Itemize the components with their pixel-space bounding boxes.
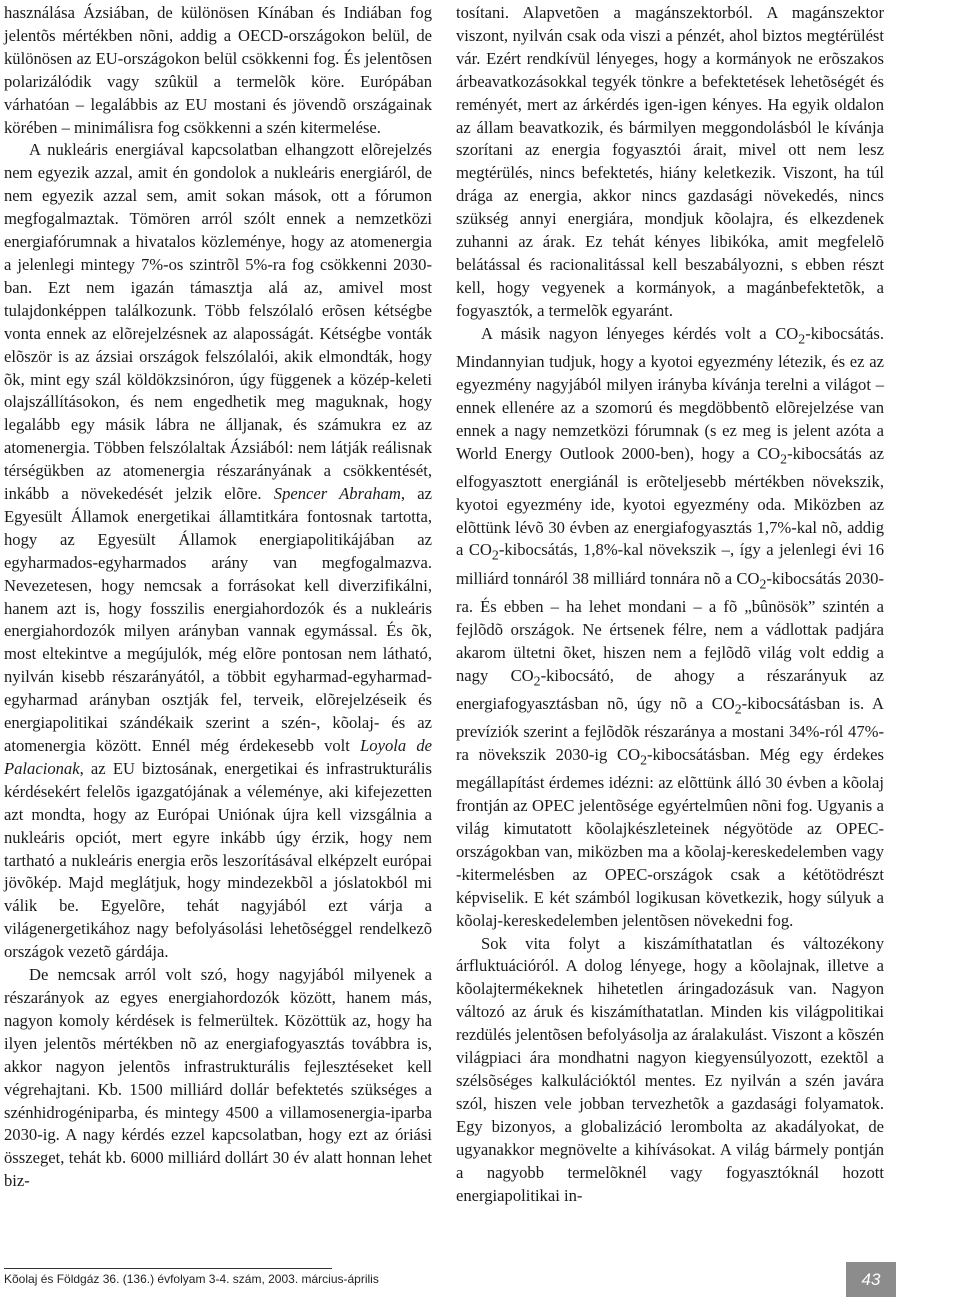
subscript: 2 [640,752,647,768]
paragraph: Sok vita folyt a kiszámíthatatlan és változékony árfluktuációról. A dolog lényege, hogy a kõolajnak, illetve a kõolajtermékeknek hihetetlen áringadozásuk van. Nagyon változó az áruk és kiszámíthatatlan. Minden kis világpolitikai rezdülés jelentõsen befolyásolja az áralakulást. Viszont a kõszén világpiaci ára mondhatni nagyon kiegyensúlyozott, ezektõl a szélsõséges kalkulációktól mentes. Ez nyilván a szén javára szól, hiszen vele jobban tervezhetõk a gazdasági folyamatok. Egy bizonyos, a globalizáció lerombolta az akadályokat, de ugyanakkor megnövelte a kihívásokat. A világ bármely pontján a nagyobb termelõknél vagy fogyasztóknál hozott energiapolitikai in- [456,933,884,1205]
subscript: 2 [780,450,788,466]
subscript: 2 [798,331,806,346]
paragraph-text: , az EU biztosának, energetikai és infrastrukturális kérdésekért felelõs igazgatójának a véleménye, aki kifejezetten azt mondta, hogy az Európai Uniónak újra kell vizsgálnia a nukleáris opciót, mert egyre inkább úgy érzik, hogy nem tartható a nukleáris energia erõs leszorításával elképzelt európai jövõkép. Majd meglátjuk, hogy mindezekbõl a jóslatokból mi válik be. Egyelõre, tehát nagyjából ezt várja a világenergetikához nagy befolyásolási lehetõséggel rendelkezõ országok vezetõ gárdája. [4,758,432,962]
person-name: Spencer Abraham [273,484,401,504]
subscript: 2 [759,576,767,591]
paragraph [4,139,432,964]
subscript: 2 [491,547,499,563]
paragraph: használása Ázsiában, de különösen Kínában és Indiában fog jelentõs mértékben nõni, addig a OECD-országokon belül, de különösen az EU-országokon belül csökkenni fog. És jelentõsen polarizálódik vagy szûkül a termelõk köre. Európában várhatóan – legalábbis az EU mostani és jövendõ országainak körében – minimálisra fog csökkenni a szén kitermelése. [4,3,432,137]
paragraph-text: -kibocsátásban is. A prevíziók szerint a fejlõdõk részaránya a mostani 34%-ról 47%-ra növekszik 2030-ig CO [456,693,884,764]
paragraph [456,323,884,933]
left-text-column [4,2,432,1193]
paragraph-text: -kibocsátásban. Még egy érdekes megállapítást érdemes idézni: az elõttünk álló 30 évben a kõolaj frontján az OPEC jelentõsége egyértelmûen nõni fog. Ugyanis a világ kimutatott kõolajkészleteinek négyötöde az OPEC-országokban van, miközben ma a kõolaj-kereskedelemben vagy -kitermelésben az OPEC-országok csak a kétötödrészt képviselik. E két számból logikusan következik, hogy súlyuk a kõolaj-kereskedelemben jelentõsen növekedni fog. [456,744,884,930]
paragraph: tosítani. Alapvetõen a magánszektorból. A magánszektor viszont, nyilván csak oda viszi a pénzét, ahol biztos megtérülést vár. Ezért rendkívül lényeges, hogy a kormányok ne erõszakos árbeavatkozásokkal tegyék tönkre a befektetések lehetõségét és reményét, mert az árkérdés igen-igen kényes. Ha egyik oldalon az állam beavatkozik, és bármilyen meggondolásból le kívánja szorítani az energia fogyasztói árait, mivel ott nem lesz megtérülés, nincs befektetés, hiány keletkezik. Viszont, ha túl drága az energia, akkor nincs gazdasági növekedés, nincs szükség annyi energiára, mondjuk kõolajra, és elkezdenek zuhanni az árak. Ez tehát kényes libikóka, amit megfelelõ belátással és racionalitással kell beszabályozni, s ebben részt kell, hogy vegyenek a kormányok, a magánbefektetõk, a fogyasztók, a termelõk egyaránt. [456,3,884,320]
paragraph-text: -kibocsátó, de ahogy a részarányuk az energiafogyasztásban nõ, úgy nõ a CO [456,665,884,713]
paragraph-text: -kibocsátás. Mindannyian tudjuk, hogy a kyotoi egyezmény létezik, és ez az egyezmény nagyjából milyen irányba kívánja terelni a világot – ennek ellenére az a szomorú és megdöbbentõ elõrejelzése van ennek a nagy nemzetközi fórumnak (s ez meg is jelent azóta a World Energy Outlook 2000-ben), hogy a CO [456,323,884,463]
paragraph: De nemcsak arról volt szó, hogy nagyjából milyenek a részarányok az egyes energiahordozók között, hanem más, nagyon komoly kérdések is felmerültek. Közöttük az, hogy ha ilyen jelentõs mértékben nõ az energiafogyasztás továbbra is, akkor nagyon jelentõs infrastrukturális fejlesztéseket kell végrehajtani. Kb. 1500 milliárd dollár befektetés szükséges a szénhidrogéniparba, és mintegy 4500 a villamosenergia-iparba 2030-ig. A nagy kérdés ezzel kapcsolatban, hogy ezt az óriási összeget, tehát kb. 6000 milliárd dollárt 30 év alatt honnan lehet biz- [4,965,432,1191]
page-number-badge [846,1262,896,1297]
footer-divider [4,1268,332,1269]
subscript: 2 [533,672,541,688]
person-name: Loyola de Palacionak [4,736,432,778]
paragraph-text: -kibocsátás 2030-ra. És ebben – ha lehet mondani – a fõ „bûnösök” szintén a fejlõdõ országok. Ne értsenek félre, nem a vádlottak padjára akarom ültetni õket, hiszen nem a fejlõdõ világ volt eddig a nagy CO [456,568,884,685]
subscript: 2 [734,701,742,717]
page-number: 43 [861,1269,881,1289]
paragraph-text: A másik nagyon lényeges kérdés volt a CO [481,323,799,343]
paragraph-text: -kibocsátás, 1,8%-kal növekszik –, így a jelenlegi évi 16 milliárd tonnáról 38 milliárd tonnára nõ a CO [456,540,884,588]
right-text-column [456,2,884,1207]
paragraph-text: -kibocsátás az elfogyasztott energiánál is erõteljesebb mértékben növekszik, kyotoi egyezmény ide, kyotoi egyezmény oda. Miközben az elõttünk lévõ 30 évben az energiafogyasztás 1,7%-kal nõ, addig a CO [456,443,884,560]
journal-citation: Kõolaj és Földgáz 36. (136.) évfolyam 3-4. szám, 2003. március-április [4,1272,379,1286]
paragraph-text: A nukleáris energiával kapcsolatban elhangzott elõrejelzés nem egyezik azzal, amit én gondolok a nukleáris energiáról, de nem egyezik azzal sem, amit sokan mások, ott a fórumon megfogalmaztak. Tömören arról szólt ennek a nemzetközi energiafórumnak a hivatalos közleménye, hogy az atomenergia a jelenlegi mintegy 7%-os szintrõl 5%-ra fog csökkenni 2030-ban. Ezt nem igazán támasztja alá az, amivel most tulajdonképpen találkozunk. Több felszólaló erõsen kétségbe vonta ennek az elõrejelzésnek az alaposságát. Kétségbe vonták elõször is az ázsiai országok felszólalói, akik elmondták, hogy õk, mint egy szál köldökzsinóron, úgy függenek a közép-keleti olajszállításokon, és nem engedhetik meg maguknak, hogy legalább egy másik lábra ne álljanak, és számukra ez az atomenergia. Többen felszólaltak Ázsiából: nem látják reálisnak térségükben az atomenergia részarányának a csökkentését, inkább a növekedését jelzik elõre. [4,140,432,504]
paragraph-text: , az Egyesült Államok energetikai államtitkára fontosnak tartotta, hogy az Egyesült Államok energiapolitikájában az egyharmados-egyharmados arány van megfogalmazva. Nevezetesen, hogy nemcsak a forrásokat kell diverzifikálni, hanem azt is, hogy fosszilis energiahordozók és a nukleáris energiahordozók milyen arányban vannak egymással. És õk, most eltekintve a megújulók, még elõre pontosan nem látható, nyilván kisebb részarányától, a többit egyharmad-egyharmad-egyharmad arányban osztják fel, terveik, elõrejelzéseik és energiapolitikai szándékaik szerint a szén-, kõolaj- és az atomenergia között. Ennél még érdekesebb volt [4,484,432,755]
